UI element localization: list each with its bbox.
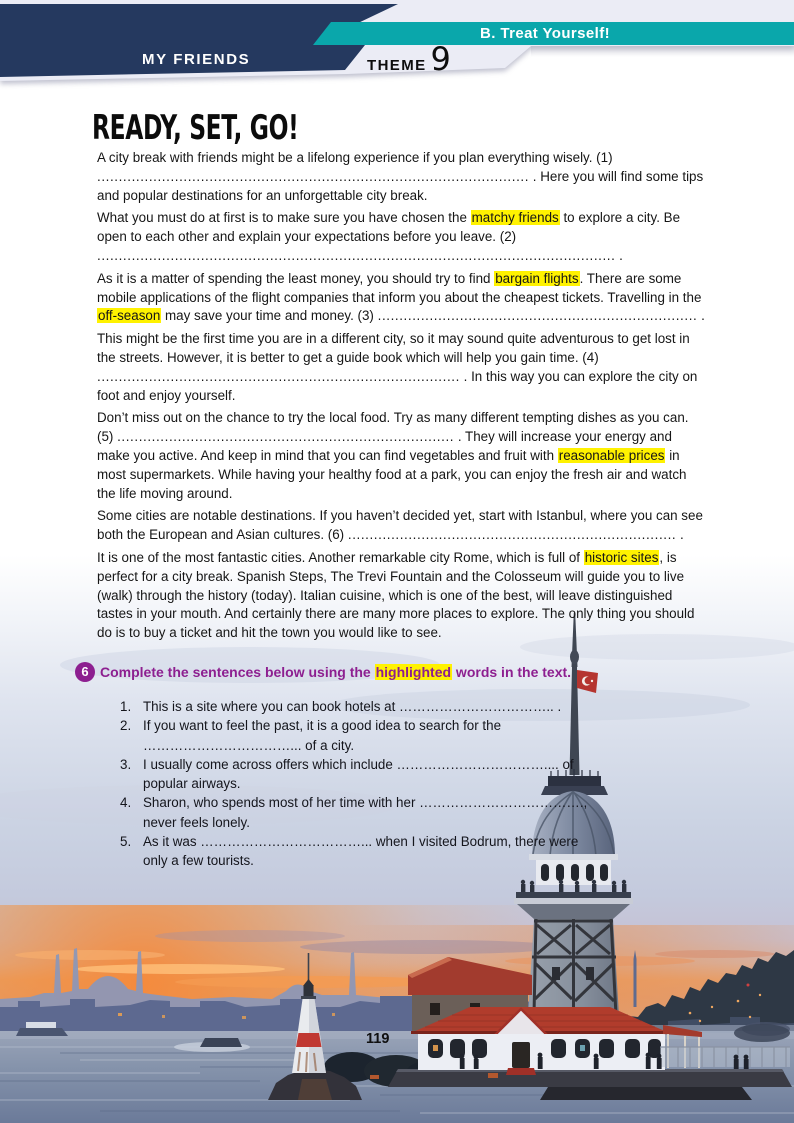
- exercise-item: [120, 832, 587, 871]
- highlighted-word: historic sites: [584, 549, 659, 565]
- text-run: . They will increase your energy and make you active. And keep in mind that you can find vegetables and fruit with: [97, 429, 672, 463]
- unit-title: MY FRIENDS: [142, 51, 251, 68]
- text-run: It is one of the most fantastic cities. Another remarkable city Rome, which is full of: [97, 549, 584, 565]
- text-run: .: [697, 308, 705, 324]
- highlighted-word: reasonable prices: [558, 447, 665, 463]
- item-line: I usually come across offers which include …………………………….... of: [143, 756, 574, 772]
- item-text: [143, 697, 561, 716]
- item-line: This is a site where you can book hotels at …………………………….. .: [143, 699, 562, 714]
- item-line: popular airways.: [143, 776, 241, 792]
- article-paragraph: [97, 409, 705, 503]
- fill-in-blank: ........................................................................................................................: [97, 247, 616, 263]
- exercise-instruction: [100, 662, 571, 683]
- exercise-item-list: [120, 697, 587, 871]
- exercise-item: [120, 697, 587, 716]
- fill-in-blank: ..........................................................................: [377, 308, 698, 324]
- item-number: 1.: [120, 699, 132, 714]
- text-run: What you must do at first is to make sure you have chosen the: [97, 210, 471, 226]
- text-run: .: [615, 247, 623, 263]
- text-run: . Here you will find some tips and popular destinations for an unforgettable city break.: [97, 168, 704, 203]
- highlighted-word: bargain flights: [495, 270, 579, 286]
- article-paragraph: [97, 270, 705, 326]
- article-paragraph: [97, 507, 705, 545]
- fill-in-blank: ............................................................................: [347, 527, 677, 543]
- theme-label: [367, 40, 451, 82]
- highlighted-word: off-season: [98, 308, 161, 324]
- theme-number: 9: [430, 40, 451, 78]
- text-run: As it is a matter of spending the least money, you should try to find: [97, 270, 495, 286]
- item-line: never feels lonely.: [143, 814, 250, 830]
- item-text: [143, 755, 574, 794]
- fill-in-blank: ..............................................................................: [117, 429, 455, 445]
- text-run: Complete the sentences below using the: [100, 664, 375, 680]
- text-run: in most supermarkets. While having your healthy food at a park, you can enjoy the fresh air and watch the life moving around.: [97, 447, 687, 501]
- item-text: [143, 793, 587, 832]
- text-run: . In this way you can explore the city on foot and enjoy yourself.: [97, 368, 698, 403]
- highlighted-word: highlighted: [375, 664, 452, 680]
- text-run: This might be the first time you are in a different city, so it may sound quite adventurous to get lost in the streets. However, it is better to get a guide book which will help you gain time. (4): [97, 331, 690, 365]
- article-title: READY, SET, GO!: [92, 109, 299, 149]
- text-run: . There are some mobile applications of the flight companies that inform you about the cheapest tickets. Travelling in the: [97, 270, 702, 305]
- teal-shadow: [531, 46, 794, 57]
- text-run: Don’t miss out on the chance to try the local food. Try as many different tempting dishes as you can. (5): [97, 410, 689, 445]
- item-number: 3.: [120, 756, 132, 772]
- section-title-text: B. Treat Yourself!: [479, 25, 610, 42]
- exercise-item: [120, 716, 587, 755]
- item-text: [143, 832, 578, 871]
- item-text: [143, 716, 501, 755]
- text-run: .: [676, 527, 684, 543]
- highlighted-word: matchy friends: [471, 210, 559, 226]
- item-number: 2.: [120, 718, 132, 734]
- article-paragraph: [97, 149, 705, 205]
- exercise-item: [120, 755, 587, 794]
- item-line: As it was ………………………………... when I visited Bodrum, there were: [143, 834, 579, 850]
- text-run: words in the text.: [452, 664, 572, 680]
- reading-passage: [97, 149, 705, 647]
- fill-in-blank: ....................................................................................: [97, 368, 460, 384]
- exercise-number-badge: 6: [75, 662, 95, 682]
- exercise-heading: [75, 662, 571, 683]
- theme-word: THEME: [367, 57, 427, 74]
- text-run: may save your time and money. (3): [161, 308, 378, 324]
- text-run: A city break with friends might be a lifelong experience if you plan everything wisely. (1): [97, 150, 613, 165]
- exercise-item: [120, 793, 587, 832]
- page-number: 119: [366, 1031, 390, 1047]
- item-line: Sharon, who spends most of her time with her ……………………………….,: [143, 795, 588, 811]
- item-number: 4.: [120, 795, 132, 811]
- item-line: ……………………………... of a city.: [143, 737, 355, 753]
- item-line: only a few tourists.: [143, 853, 254, 869]
- article-paragraph: [97, 209, 705, 265]
- text-run: , is perfect for a city break. Spanish Steps, The Trevi Fountain and the Colosseum will guide you to live (walk) through the history (today). Italian cuisine, which is one of the best, will leave distinguished tastes in your mouth. And certainly there are many more places to explore. The only thing you should do is to buy a ticket and hit the town you would like to see.: [97, 549, 695, 641]
- fill-in-blank: ....................................................................................................: [97, 168, 530, 184]
- article-paragraph: [97, 330, 705, 405]
- article-paragraph: [97, 549, 705, 643]
- text-run: Some cities are notable destinations. If you haven’t decided yet, start with Istanbul, where you can see both the European and Asian cultures. (6): [97, 508, 703, 543]
- item-number: 5.: [120, 834, 132, 850]
- text-run: to explore a city. Be open to each other and explain your expectations before you leave. (2): [97, 210, 681, 245]
- item-line: If you want to feel the past, it is a good idea to search for the: [143, 718, 502, 734]
